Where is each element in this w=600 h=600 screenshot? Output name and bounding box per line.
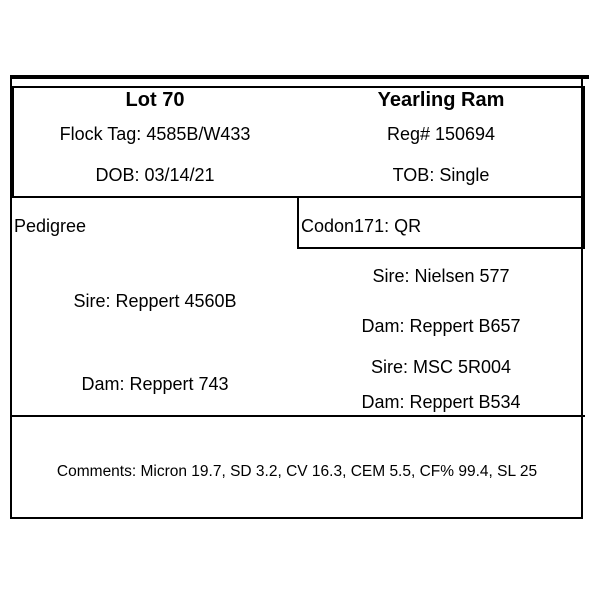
dam: Dam: Reppert 743 <box>81 374 229 394</box>
sire-of-dam: Sire: MSC 5R004 <box>370 357 512 377</box>
dam-of-sire: Dam: Reppert B657 <box>361 316 521 336</box>
registration-number: Reg# 150694 <box>386 124 496 144</box>
lot-number: Lot 70 <box>125 89 185 111</box>
sire-of-sire: Sire: Nielsen 577 <box>372 266 510 286</box>
comments: Comments: Micron 19.7, SD 3.2, CV 16.3, CEM 5.5, CF% 99.4, SL 25 <box>56 463 538 480</box>
animal-type: Yearling Ram <box>377 89 505 111</box>
comments-divider <box>10 415 585 417</box>
pedigree-label: Pedigree <box>14 216 87 236</box>
dam-of-dam: Dam: Reppert B534 <box>361 392 521 412</box>
type-of-birth: TOB: Single <box>392 165 490 185</box>
flock-tag: Flock Tag: 4585B/W433 <box>59 124 251 144</box>
sire: Sire: Reppert 4560B <box>73 291 237 311</box>
date-of-birth: DOB: 03/14/21 <box>95 165 215 185</box>
codon-value: Codon171: QR <box>301 216 422 236</box>
